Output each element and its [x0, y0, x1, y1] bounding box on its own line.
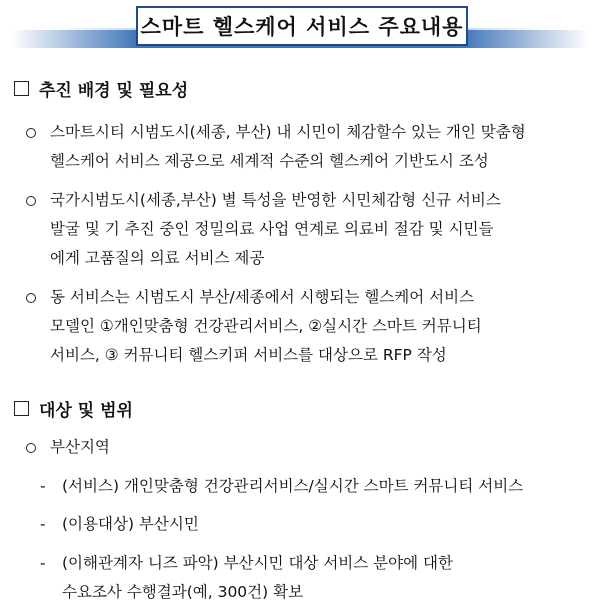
bullet-line: 서비스, ③ 커뮤니티 헬스키퍼 서비스를 대상으로 RFP 작성 [50, 346, 447, 364]
section-heading-label: 대상 및 범위 [39, 401, 133, 421]
bullet-line: 국가시범도시(세종,부산) 별 특성을 반영한 시민체감형 신규 서비스 [50, 191, 501, 209]
bullet-line: 헬스케어 서비스 제공으로 세계적 수준의 헬스케어 기반도시 조성 [50, 152, 489, 170]
dash-line: (서비스) 개인맞춤형 건강관리서비스/실시간 스마트 커뮤니티 서비스 [62, 477, 524, 495]
bullet-line: 스마트시티 시범도시(세종, 부산) 내 시민이 체감할수 있는 개인 맞춤형 [50, 123, 526, 141]
bullet-line: 발굴 및 기 추진 중인 정밀의료 사업 연계로 의료비 절감 및 시민들 [50, 220, 494, 238]
circle-bullet-icon [26, 443, 36, 453]
checkbox-square-icon [14, 81, 29, 96]
title-banner [12, 6, 588, 48]
section-heading-label: 추진 배경 및 필요성 [39, 81, 189, 101]
dash-line: (이해관계자 니즈 파악) 부산시민 대상 서비스 분야에 대한 [62, 554, 453, 572]
dash-line: (이용대상) 부산시민 [62, 515, 199, 533]
circle-bullet-icon [26, 128, 36, 138]
circle-bullet-icon [26, 293, 36, 303]
bullet-line: 동 서비스는 시범도시 부산/세종에서 시행되는 헬스케어 서비스 [50, 288, 475, 306]
checkbox-square-icon [14, 401, 29, 416]
section-heading-scope [14, 396, 133, 421]
dash-marker: - [40, 515, 46, 533]
bullet-line: 에게 고품질의 의료 서비스 제공 [50, 249, 265, 267]
circle-bullet-icon [26, 196, 36, 206]
section-heading-background [14, 76, 188, 101]
bullet-line: 모델인 ①개인맞춤형 건강관리서비스, ②실시간 스마트 커뮤니티 [50, 317, 482, 335]
page-title: 스마트 헬스케어 서비스 주요내용 [136, 6, 468, 46]
dash-line: 수요조사 수행결과(예, 300건) 확보 [62, 583, 304, 601]
dash-marker: - [40, 554, 46, 572]
dash-marker: - [40, 477, 46, 495]
bullet-line: 부산지역 [50, 438, 110, 456]
